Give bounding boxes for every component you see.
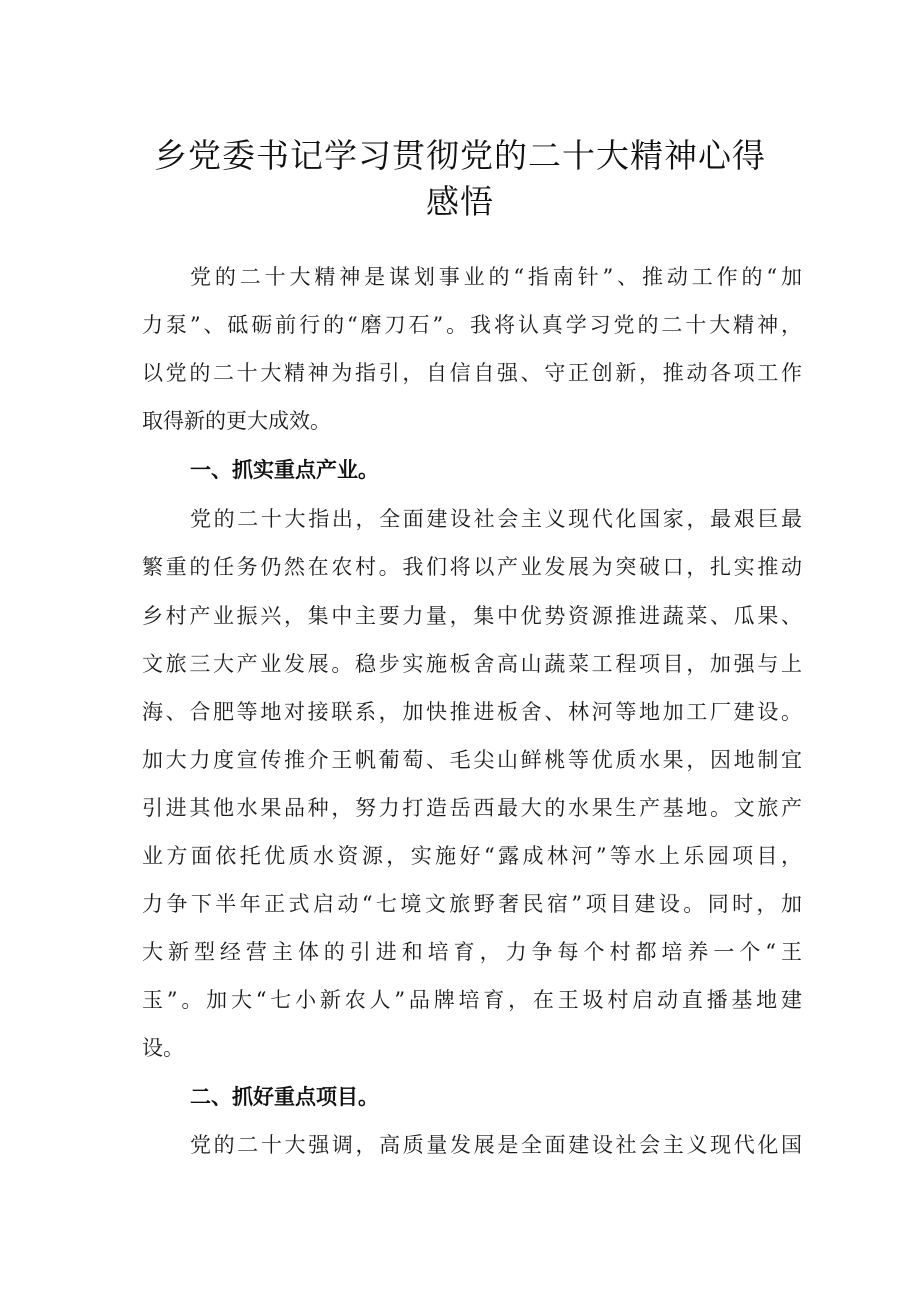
- section1-paragraph-line: 力争下半年正式启动“七境文旅野奢民宿”项目建设。同时，加: [142, 892, 802, 916]
- document-title-line-1: 乡党委书记学习贯彻党的二十大精神心得: [154, 136, 766, 175]
- section1-paragraph-line: 设。: [142, 1036, 184, 1060]
- intro-paragraph-line: 取得新的更大成效。: [142, 409, 331, 433]
- section1-paragraph-line: 引进其他水果品种，努力打造岳西最大的水果生产基地。文旅产: [142, 796, 802, 820]
- intro-paragraph-line: 力泵”、砥砺前行的“磨刀石”。我将认真学习党的二十大精神，: [142, 313, 802, 337]
- section1-paragraph-line: 大新型经营主体的引进和培育，力争每个村都培养一个“王: [142, 940, 802, 964]
- section2-paragraph-line: 党的二十大强调，高质量发展是全面建设社会主义现代化国: [190, 1133, 802, 1157]
- section-heading-2: 二、抓好重点项目。: [190, 1085, 379, 1109]
- section1-paragraph-line: 文旅三大产业发展。稳步实施板舍高山蔬菜工程项目，加强与上: [142, 652, 802, 676]
- section1-paragraph-line: 业方面依托优质水资源，实施好“露成林河”等水上乐园项目，: [142, 844, 802, 868]
- document-title-line-2: 感悟: [426, 182, 494, 221]
- section1-paragraph-line: 繁重的任务仍然在农村。我们将以产业发展为突破口，扎实推动: [142, 555, 802, 579]
- section1-paragraph-line: 玉”。加大“七小新农人”品牌培育，在王圾村启动直播基地建: [142, 988, 802, 1012]
- intro-paragraph-line: 党的二十大精神是谋划事业的“指南针”、推动工作的“加: [190, 265, 802, 289]
- section-heading-1: 一、抓实重点产业。: [190, 458, 379, 482]
- section1-paragraph-line: 乡村产业振兴，集中主要力量，集中优势资源推进蔬菜、瓜果、: [142, 604, 802, 628]
- intro-paragraph-line: 以党的二十大精神为指引，自信自强、守正创新，推动各项工作: [142, 361, 802, 385]
- section1-paragraph-line: 党的二十大指出，全面建设社会主义现代化国家，最艰巨最: [190, 507, 802, 531]
- section1-paragraph-line: 加大力度宣传推介王帆葡萄、毛尖山鲜桃等优质水果，因地制宜: [142, 748, 802, 772]
- section1-paragraph-line: 海、合肥等地对接联系，加快推进板舍、林河等地加工厂建设。: [142, 700, 802, 724]
